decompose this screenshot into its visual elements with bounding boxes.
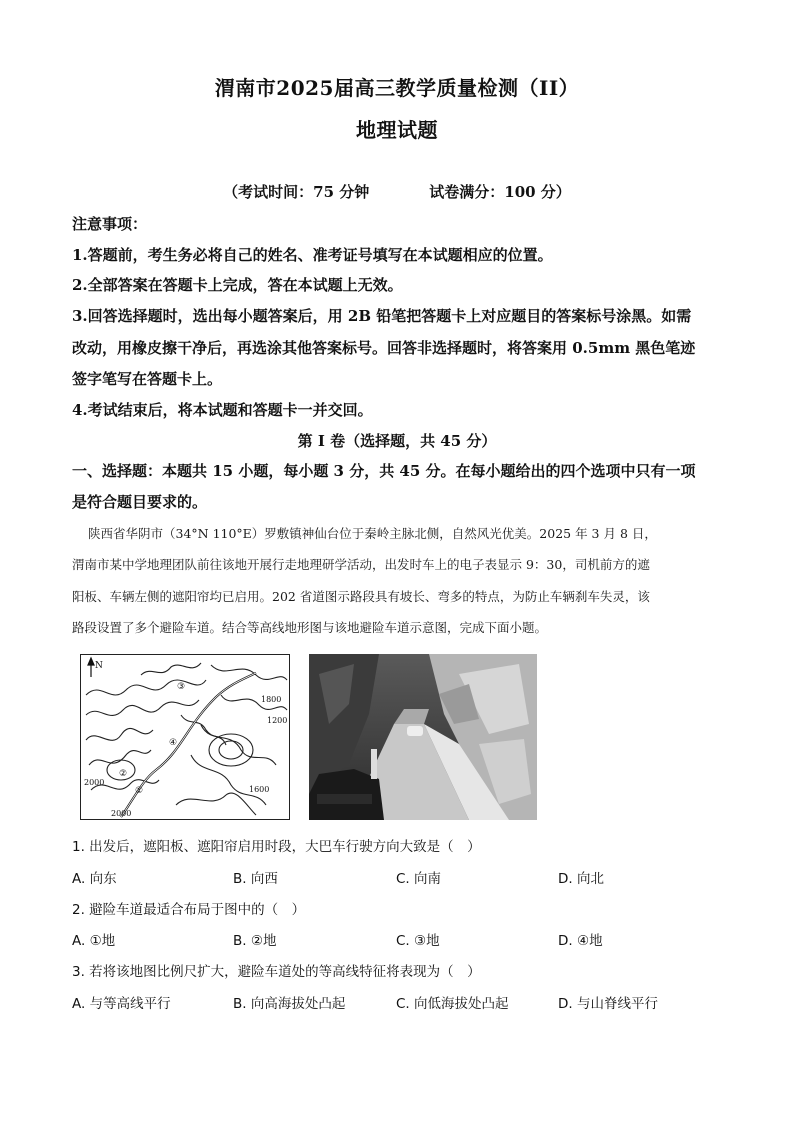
question-3-option-a[interactable]: A. 与等高线平行 [72,996,171,1012]
point-label-1: ① [135,786,144,796]
point-label-4: ④ [169,738,178,748]
contour-map-drawing [81,655,289,819]
section-instruction-line-1: 一、选择题：本题共 15 小题，每小题 3 分，共 45 分。在每小题给出的四个选项中只有一项 [72,462,696,480]
question-3-option-b[interactable]: B. 向高海拔处凸起 [233,996,346,1012]
point-label-2: ② [119,769,128,779]
question-1-option-a[interactable]: A. 向东 [72,871,117,887]
notes-heading: 注意事项： [72,215,148,233]
question-1-option-b[interactable]: B. 向西 [233,871,278,887]
note-item-2: 2.全部答案在答题卡上完成，答在本试题上无效。 [72,276,403,294]
question-3-stem: 3. 若将该地图比例尺扩大，避险车道处的等高线特征将表现为（ ） [72,964,481,980]
escape-lane-photo-drawing [309,654,537,820]
question-2-option-b[interactable]: B. ②地 [233,933,277,949]
note-item-3-line-2: 改动，用橡皮擦干净后，再选涂其他答案标号。回答非选择题时，将答案用 0.5mm 黑色笔迹 [72,339,696,357]
contour-map [80,654,290,820]
passage-line-1: 陕西省华阴市（34°N 110°E）罗敷镇神仙台位于秦岭主脉北侧，自然风光优美。2025 年 3 月 8 日， [88,526,657,541]
note-item-3-line-3: 签字笔写在答题卡上。 [72,370,223,388]
point-label-3: ③ [177,682,186,692]
note-item-1: 1.答题前，考生务必将自己的姓名、准考证号填写在本试题相应的位置。 [72,246,553,264]
exam-info: （考试时间：75 分钟 试卷满分：100 分） [223,183,571,201]
contour-label: 1800 [261,695,282,704]
subject-title: 地理试题 [356,118,438,142]
section-instruction-line-2: 是符合题目要求的。 [72,493,208,511]
passage-line-3: 阳板、车辆左侧的遮阳帘均已启用。202 省道图示路段具有坡长、弯多的特点，为防止车辆刹车失灵，该 [72,589,650,604]
note-item-4: 4.考试结束后，将本试题和答题卡一并交回。 [72,401,373,419]
north-label: N [95,661,103,671]
question-1-stem: 1. 出发后，遮阳板、遮阳帘启用时段，大巴车行驶方向大致是（ ） [72,839,481,855]
contour-label: 1200 [267,716,288,725]
question-2-option-c[interactable]: C. ③地 [396,933,440,949]
question-2-option-d[interactable]: D. ④地 [558,933,603,949]
question-1-option-c[interactable]: C. 向南 [396,871,442,887]
passage-line-2: 渭南市某中学地理团队前往该地开展行走地理研学活动，出发时车上的电子表显示 9：30，司机前方的遮 [72,557,650,572]
question-2-stem: 2. 避险车道最适合布局于图中的（ ） [72,902,306,918]
section-title: 第 I 卷（选择题，共 45 分） [297,432,497,450]
contour-label: 2000 [84,778,105,787]
question-2-option-a[interactable]: A. ①地 [72,933,116,949]
passage-line-4: 路段设置了多个避险车道。结合等高线地形图与该地避险车道示意图，完成下面小题。 [72,620,548,635]
question-3-option-c[interactable]: C. 向低海拔处凸起 [396,996,509,1012]
contour-label: 2000 [111,809,132,818]
question-3-option-d[interactable]: D. 与山脊线平行 [558,996,658,1012]
escape-lane-photo [309,654,537,820]
question-1-option-d[interactable]: D. 向北 [558,871,604,887]
exam-title: 渭南市2025届高三教学质量检测（II） [214,76,580,100]
contour-label: 1600 [249,785,270,794]
note-item-3-line-1: 3.回答选择题时，选出每小题答案后，用 2B 铅笔把答题卡上对应题目的答案标号涂黑。如需 [72,307,692,325]
